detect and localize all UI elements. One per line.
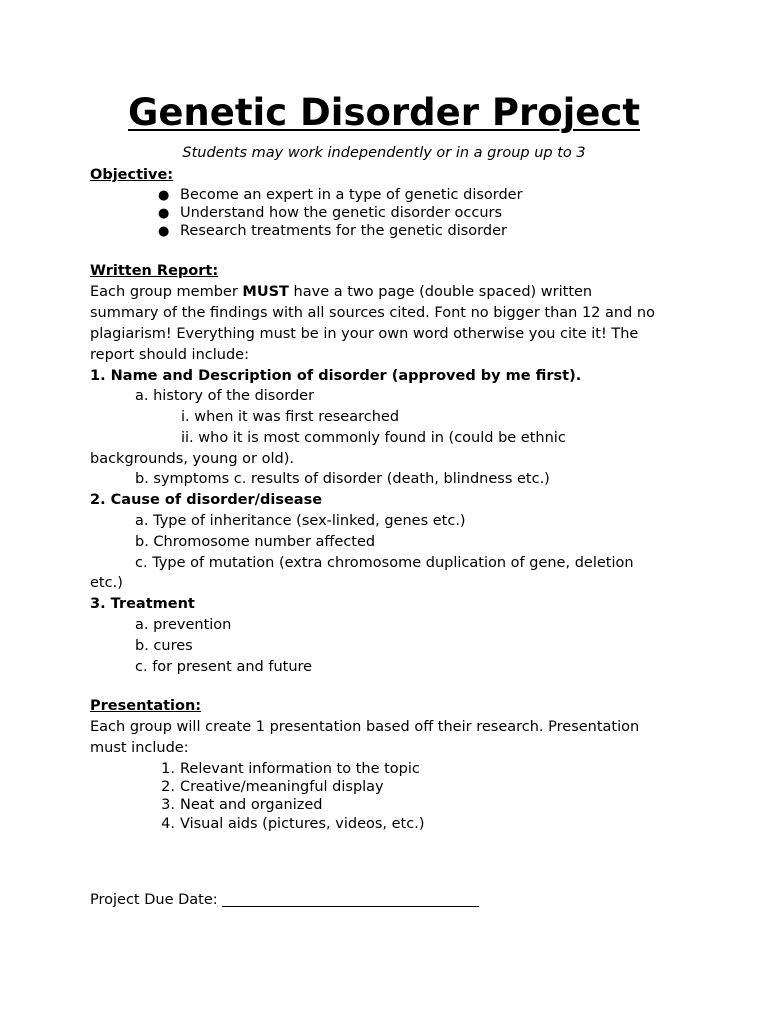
report-intro-line xyxy=(90,285,592,300)
report-intro-line: summary of the findings with all sources cited. Font no bigger than 12 and no xyxy=(90,305,655,321)
section1-item-i: i. when it was first researched xyxy=(181,409,400,425)
list-number: 3. xyxy=(161,797,175,813)
bullet-icon: ● xyxy=(158,224,170,239)
bullet-icon: ● xyxy=(158,188,170,203)
section3-item-b: b. cures xyxy=(135,638,193,654)
section1-title: 1. Name and Description of disorder (approved by me first). xyxy=(90,368,582,384)
presentation-heading: Presentation: xyxy=(90,698,202,714)
list-number: 2. xyxy=(161,779,175,795)
objective-item: Research treatments for the genetic disorder xyxy=(180,223,507,239)
must-emphasis: MUST xyxy=(242,284,289,300)
section2-item-a: a. Type of inheritance (sex-linked, genes etc.) xyxy=(135,513,466,529)
objective-item: Understand how the genetic disorder occurs xyxy=(180,205,503,221)
presentation-item: Creative/meaningful display xyxy=(180,779,384,795)
section2-title: 2. Cause of disorder/disease xyxy=(90,492,323,508)
section1-item-ii: ii. who it is most commonly found in (could be ethnic xyxy=(181,430,566,446)
page-title: Genetic Disorder Project xyxy=(127,91,641,134)
section3-item-c: c. for present and future xyxy=(135,659,313,675)
section3-title: 3. Treatment xyxy=(90,596,195,612)
section1-item-bc: b. symptoms c. results of disorder (death, blindness etc.) xyxy=(135,471,550,487)
report-intro-line: report should include: xyxy=(90,347,249,363)
presentation-item: Relevant information to the topic xyxy=(180,761,420,777)
presentation-line: Each group will create 1 presentation based off their research. Presentation xyxy=(90,719,640,735)
presentation-item: Neat and organized xyxy=(180,797,323,813)
report-intro-after: have a two page (double spaced) written xyxy=(288,284,593,300)
due-date-blank-line xyxy=(222,906,479,907)
presentation-line: must include: xyxy=(90,740,189,756)
report-intro-before: Each group member xyxy=(90,284,243,300)
written-report-heading: Written Report: xyxy=(90,263,219,279)
section2-item-c-cont: etc.) xyxy=(90,575,123,591)
section1-item-ii-cont: backgrounds, young or old). xyxy=(90,451,294,467)
list-number: 4. xyxy=(161,816,175,832)
due-date-label: Project Due Date: xyxy=(90,892,218,908)
section3-item-a: a. prevention xyxy=(135,617,232,633)
list-number: 1. xyxy=(161,761,175,777)
report-intro-line: plagiarism! Everything must be in your own word otherwise you cite it! The xyxy=(90,326,639,342)
subtitle: Students may work independently or in a group up to 3 xyxy=(182,145,586,161)
objective-item: Become an expert in a type of genetic disorder xyxy=(180,187,523,203)
bullet-icon: ● xyxy=(158,206,170,221)
section1-item-a: a. history of the disorder xyxy=(135,388,315,404)
objective-heading: Objective: xyxy=(90,167,174,183)
section2-item-b: b. Chromosome number affected xyxy=(135,534,376,550)
section2-item-c: c. Type of mutation (extra chromosome duplication of gene, deletion xyxy=(135,555,634,571)
presentation-item: Visual aids (pictures, videos, etc.) xyxy=(180,816,425,832)
